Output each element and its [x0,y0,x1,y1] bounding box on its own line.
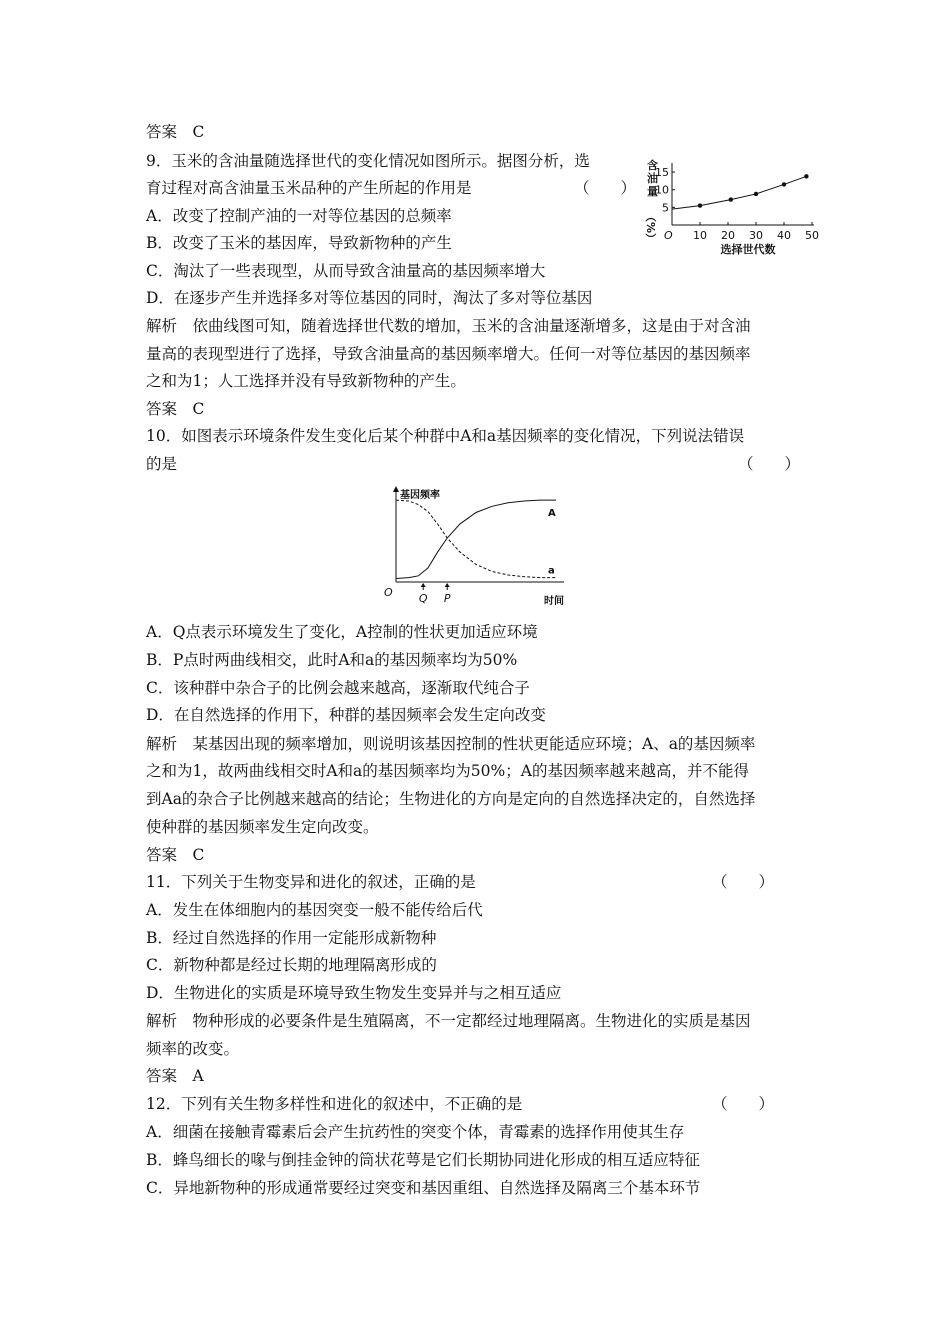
data-point [698,203,702,207]
option-9c: C．淘汰了一些表现型，从而导致含油量高的基因频率增大 [146,262,546,280]
x-tick-label: 40 [777,229,791,242]
analysis-11-line-2: 频率的改变。 [146,1040,240,1058]
option-9d: D．在逐步产生并选择多对等位基因的同时，淘汰了多对等位基因 [146,289,593,307]
data-point [754,192,758,196]
x-axis-label: 时间 [544,596,564,607]
analysis-10-line-1: 解析 某基因出现的频率增加，则说明该基因控制的性状更能适应环境；A、a的基因频率 [146,735,756,753]
answer-paren-11: （ ） [712,873,775,891]
series-label-A: A [548,508,556,520]
y-tick-label: 15 [655,166,669,180]
y-axis-unit: （%） [644,211,657,245]
option-10c: C．该种群中杂合子的比例会越来越高，逐渐取代纯合子 [146,679,530,697]
question-12: 12．下列有关生物多样性和进化的叙述中，不正确的是 [146,1095,523,1113]
analysis-10-line-2: 之和为1，故两曲线相交时A和a的基因频率均为50%；A的基因频率越来越高，并不能得 [146,762,749,780]
analysis-11-line-1: 解析 物种形成的必要条件是生殖隔离，不一定都经过地理隔离。生物进化的实质是基因 [146,1012,751,1030]
answer-9: 答案 C [146,400,205,418]
data-point [782,182,786,186]
option-9b: B．改变了玉米的基因库，导致新物种的产生 [146,234,452,252]
option-10a: A．Q点表示环境发生了变化，A控制的性状更加适应环境 [146,623,538,641]
question-11: 11．下列关于生物变异和进化的叙述，正确的是 [146,873,476,891]
y-axis-arrow [393,486,399,492]
analysis-10-line-4: 使种群的基因频率发生定向改变。 [146,818,379,836]
answer-8: 答案 C [146,123,205,141]
x-tick-label: 50 [805,229,819,242]
data-point [804,174,808,178]
answer-paren-12: （ ） [712,1095,775,1113]
question-9-line-1: 9．玉米的含油量随选择世代的变化情况如图所示。据图分析，选 [146,152,590,170]
option-11c: C．新物种都是经过长期的地理隔离形成的 [146,956,437,974]
series-label-a: a [548,565,555,577]
option-11a: A．发生在体细胞内的基因突变一般不能传给后代 [146,901,483,919]
answer-11: 答案 A [146,1067,204,1085]
question-10-line-2: 的是 [146,455,178,473]
question-10-line-1: 10．如图表示环境条件发生变化后某个种群中A和a基因频率的变化情况，下列说法错误 [146,427,745,445]
marker-label-Q: Q [418,592,428,605]
marker-head-Q [421,583,426,587]
option-11d: D．生物进化的实质是环境导致生物发生变异并与之相互适应 [146,984,562,1002]
answer-paren-10: （ ） [738,455,801,473]
analysis-9-line-3: 之和为1；人工选择并没有导致新物种的产生。 [146,372,466,390]
series-line-a [396,500,556,577]
data-point [729,197,733,201]
option-11b: B．经过自然选择的作用一定能形成新物种 [146,929,437,947]
x-axis-label: 选择世代数 [720,243,776,256]
series-line-A [396,500,556,578]
x-tick-label: 30 [749,229,763,242]
option-10d: D．在自然选择的作用下，种群的基因频率会发生定向改变 [146,706,546,724]
answer-10: 答案 C [146,846,205,864]
option-12a: A．细菌在接触青霉素后会产生抗药性的突变个体，青霉素的选择作用使其生存 [146,1123,685,1141]
marker-head-P [445,583,450,587]
question-9-line-2: 育过程对高含油量玉米品种的产生所起的作用是 [146,179,472,197]
y-axis-label: 基因频率 [400,490,440,501]
y-axis-label-2: 油 [647,172,658,185]
analysis-10-line-3: 到Aa的杂合子比例越来越高的结论；生物进化的方向是定向的自然选择决定的，自然选择 [146,790,756,808]
x-tick-label: 10 [693,229,707,242]
marker-label-P: P [443,592,451,605]
origin-label: O [664,229,673,242]
y-axis-label-1: 含 [647,159,658,172]
option-12b: B．蜂鸟细长的喙与倒挂金钟的筒状花萼是它们长期协同进化形成的相互适应特征 [146,1151,700,1169]
x-tick-label: 20 [721,229,735,242]
analysis-9-line-2: 量高的表现型进行了选择，导致含油量高的基因频率增大。任何一对等位基因的基因频率 [146,345,751,363]
analysis-9-line-1: 解析 依曲线图可知，随着选择世代数的增加，玉米的含油量逐渐增多，这是由于对含油 [146,317,751,335]
oil-content-chart [643,155,823,265]
gene-frequency-chart [380,486,580,610]
y-axis-label-3: 量 [647,185,658,198]
y-tick-label: 10 [655,183,669,197]
y-tick-label: 5 [662,201,669,215]
option-12c: C．异地新物种的形成通常要经过突变和基因重组、自然选择及隔离三个基本环节 [146,1179,701,1197]
series-line [672,176,806,209]
answer-paren-9: （ ） [574,179,637,197]
option-10b: B．P点时两曲线相交，此时A和a的基因频率均为50% [146,651,518,669]
origin-label: O [384,586,393,599]
option-9a: A．改变了控制产油的一对等位基因的总频率 [146,207,452,225]
